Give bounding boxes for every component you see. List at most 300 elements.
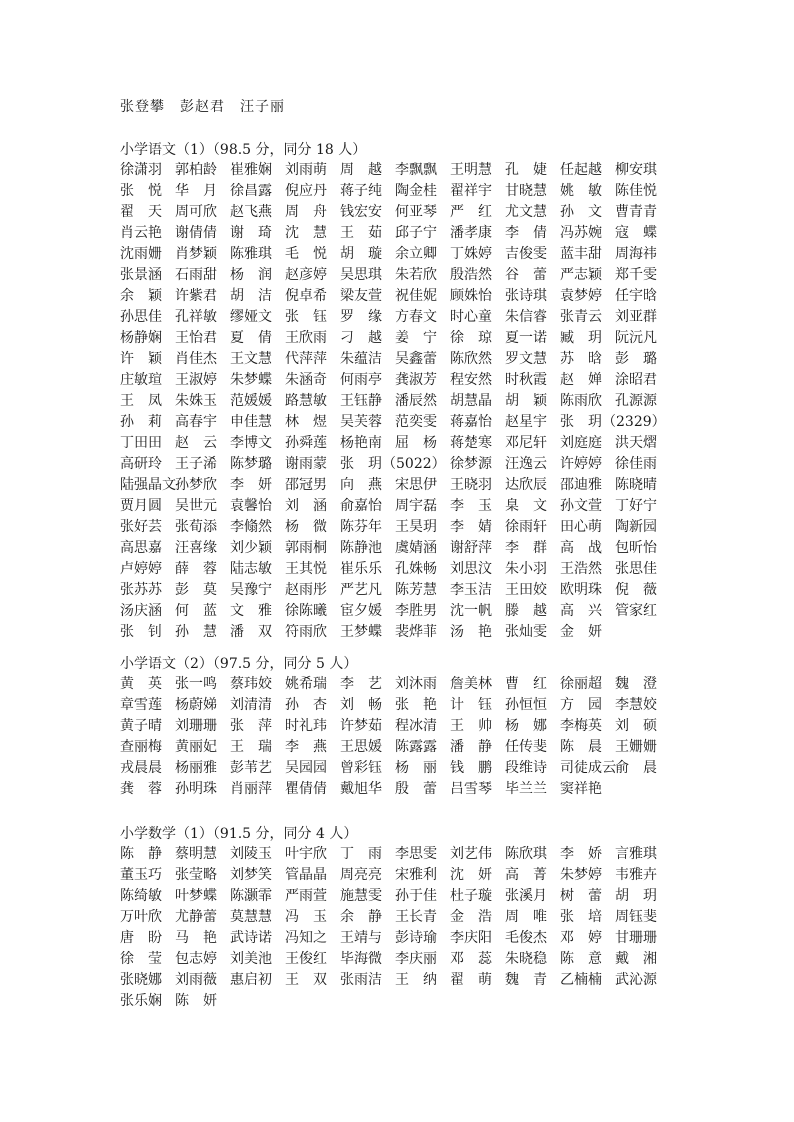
name-cell: 裴烨菲 <box>395 624 437 640</box>
name-cell: 郭雨桐 <box>285 540 327 556</box>
name-row <box>120 223 680 244</box>
name-cell: 方 园 <box>560 697 602 713</box>
name-cell: 宋思伊 <box>395 477 437 493</box>
name-cell: 周可欣 <box>175 204 217 220</box>
name-cell: 徐 莹 <box>120 951 162 967</box>
name-cell: 朱姝玉 <box>175 393 217 409</box>
name-cell: 任宇晗 <box>615 288 657 304</box>
name-cell: 李 倩 <box>505 225 547 241</box>
name-row <box>120 695 680 716</box>
name-row <box>120 517 680 538</box>
name-cell: 戎晨晨 <box>120 760 162 776</box>
name-cell: 汤庆涵 <box>120 603 162 619</box>
name-cell: 严 红 <box>450 204 492 220</box>
name-cell: 姚希瑞 <box>285 676 327 692</box>
name-cell: 刘雨薇 <box>175 972 217 988</box>
name-cell: 郭柏龄 <box>175 162 217 178</box>
name-cell: 潘辰然 <box>395 393 437 409</box>
name-cell: 陆强晶文 <box>120 477 176 493</box>
name-cell: 刘艺伟 <box>450 846 492 862</box>
name-cell: 田心萌 <box>560 519 602 535</box>
name-cell: 陈晓晴 <box>615 477 657 493</box>
name-cell: 周 唯 <box>505 909 547 925</box>
name-cell: 陈 静 <box>120 846 162 862</box>
name-cell: 路慧敏 <box>285 393 327 409</box>
name-cell: 李庆丽 <box>395 951 437 967</box>
name-cell: 丁田田 <box>120 435 162 451</box>
name-cell: 张 玥（2329） <box>560 414 666 430</box>
name-cell: 张苏苏 <box>120 582 162 598</box>
name-cell: 倪 薇 <box>615 582 657 598</box>
name-cell: 邓尼轩 <box>505 435 547 451</box>
name-cell: 肖丽萍 <box>230 781 272 797</box>
name-cell: 朱若欣 <box>395 267 437 283</box>
name-cell: 瞿倩倩 <box>285 781 327 797</box>
name-cell: 刘 涵 <box>285 498 327 514</box>
name-row <box>120 970 680 991</box>
name-cell: 张 萍 <box>230 718 272 734</box>
name-cell: 冯苏婉 <box>560 225 602 241</box>
name-cell: 屈 杨 <box>395 435 437 451</box>
name-cell: 叶梦蝶 <box>175 888 217 904</box>
name-row <box>120 601 680 622</box>
name-cell: 吉俊雯 <box>505 246 547 262</box>
name-cell: 施慧雯 <box>340 888 382 904</box>
name-cell: 翟 萌 <box>450 972 492 988</box>
name-cell: 罗 缘 <box>340 309 382 325</box>
name-cell: 董玉巧 <box>120 867 162 883</box>
name-cell: 孙 杏 <box>285 697 327 713</box>
name-cell: 王怡君 <box>175 330 217 346</box>
name-cell: 谢倩倩 <box>175 225 217 241</box>
name-cell: 刘美池 <box>230 951 272 967</box>
name-cell: 刘陵玉 <box>230 846 272 862</box>
name-cell: 姚 敏 <box>560 183 602 199</box>
name-row <box>120 160 680 181</box>
name-cell: 王 茹 <box>340 225 382 241</box>
name-cell: 朱涵奇 <box>285 372 327 388</box>
name-cell: 李梅英 <box>560 718 602 734</box>
name-cell: 杨丽雅 <box>175 760 217 776</box>
name-cell: 张好芸 <box>120 519 162 535</box>
name-cell: 吴鑫蕾 <box>395 351 437 367</box>
name-cell: 戴 湘 <box>615 951 657 967</box>
name-cell: 杨 娜 <box>505 718 547 734</box>
name-cell: 李思雯 <box>395 846 437 862</box>
name-row <box>120 307 680 328</box>
name-cell: 王明慧 <box>450 162 492 178</box>
name-cell: 孙舜莲 <box>285 435 327 451</box>
name-cell: 张景涵 <box>120 267 162 283</box>
name-cell: 杨蔚娣 <box>175 697 217 713</box>
name-cell: 陈绮敏 <box>120 888 162 904</box>
section-title: 小学语文（2）（97.5 分，同分 5 人） <box>120 656 358 672</box>
name-cell: 潘 静 <box>450 739 492 755</box>
name-cell: 祝佳妮 <box>395 288 437 304</box>
name-cell: 汪喜缘 <box>175 540 217 556</box>
name-cell: 王淑婷 <box>175 372 217 388</box>
name-cell: 周宇磊 <box>395 498 437 514</box>
name-cell: 肖云艳 <box>120 225 162 241</box>
name-cell: 周 越 <box>340 162 382 178</box>
name-cell: 崔雅娴 <box>230 162 272 178</box>
name-row <box>120 758 680 779</box>
name-cell: 沈雨姗 <box>120 246 162 262</box>
name-cell: 蔡明慧 <box>175 846 217 862</box>
name-row <box>120 991 680 1012</box>
name-cell: 肖梦颖 <box>175 246 217 262</box>
name-cell: 王欣雨 <box>285 330 327 346</box>
name-cell: 陈梦璐 <box>230 456 272 472</box>
name-row <box>120 716 680 737</box>
name-cell: 许婷婷 <box>560 456 602 472</box>
name-cell: 缪娅文 <box>230 309 272 325</box>
intro-names: 张登攀 彭赵君 汪子丽 <box>120 99 285 115</box>
name-cell: 任起越 <box>560 162 602 178</box>
name-row <box>120 622 680 643</box>
name-cell: 谢 琦 <box>230 225 272 241</box>
name-row <box>120 475 680 496</box>
name-cell: 徐雨轩 <box>505 519 547 535</box>
name-list <box>120 160 680 643</box>
name-cell: 姜 宁 <box>395 330 437 346</box>
name-cell: 胡 璇 <box>340 246 382 262</box>
name-cell: 李 燕 <box>285 739 327 755</box>
name-cell: 文 雅 <box>230 603 272 619</box>
name-cell: 张一鸣 <box>175 676 217 692</box>
name-cell: 柳安琪 <box>615 162 657 178</box>
name-cell: 陈欣琪 <box>505 846 547 862</box>
name-cell: 李翛然 <box>230 519 272 535</box>
name-cell: 余立卿 <box>395 246 437 262</box>
name-cell: 邓 婷 <box>560 930 602 946</box>
name-cell: 曹青青 <box>615 204 657 220</box>
name-cell: 肖佳杰 <box>175 351 217 367</box>
name-cell: 徐佳雨 <box>615 456 657 472</box>
name-cell: 陶新园 <box>615 519 657 535</box>
name-cell: 范奕雯 <box>395 414 437 430</box>
name-row <box>120 244 680 265</box>
name-cell: 陈芬年 <box>340 519 382 535</box>
name-cell: 李 艺 <box>340 676 382 692</box>
name-cell: 庄敏瑄 <box>120 372 162 388</box>
name-cell: 吴豫宁 <box>230 582 272 598</box>
name-cell: 邵迪雅 <box>560 477 602 493</box>
name-cell: 李 妍 <box>230 477 272 493</box>
name-cell: 郑千雯 <box>615 267 657 283</box>
name-cell: 王其悦 <box>285 561 327 577</box>
name-cell: 陈 晨 <box>560 739 602 755</box>
name-cell: 吴芙蓉 <box>340 414 382 430</box>
name-cell: 刘雨萌 <box>285 162 327 178</box>
name-cell: 李慧姣 <box>615 697 657 713</box>
name-cell: 毕兰兰 <box>505 781 547 797</box>
name-cell: 彭苇艺 <box>230 760 272 776</box>
name-cell: 吴思琪 <box>340 267 382 283</box>
name-cell: 李 玉 <box>450 498 492 514</box>
name-cell: 冯 玉 <box>285 909 327 925</box>
name-cell: 谢舒萍 <box>450 540 492 556</box>
name-cell: 申佳慧 <box>230 414 272 430</box>
name-cell: 万叶欣 <box>120 909 162 925</box>
name-cell: 张 钊 <box>120 624 162 640</box>
name-cell: 张 培 <box>560 909 602 925</box>
name-cell: 孙恒恒 <box>505 697 547 713</box>
name-cell: 孙梦欣 <box>175 477 217 493</box>
name-cell: 阮沅凡 <box>615 330 657 346</box>
name-cell: 王文慧 <box>230 351 272 367</box>
name-cell: 张晓娜 <box>120 972 162 988</box>
name-cell: 丁好宁 <box>615 498 657 514</box>
name-cell: 刘亚群 <box>615 309 657 325</box>
name-cell: 彭 莫 <box>175 582 217 598</box>
name-cell: 孔源源 <box>615 393 657 409</box>
name-cell: 陈芳慧 <box>395 582 437 598</box>
name-cell: 高研玲 <box>120 456 162 472</box>
name-cell: 李庆阳 <box>450 930 492 946</box>
name-cell: 沈 妍 <box>450 867 492 883</box>
name-cell: 刘沐雨 <box>395 676 437 692</box>
name-cell: 薛 蓉 <box>175 561 217 577</box>
name-cell: 毛 悦 <box>285 246 327 262</box>
name-cell: 朱小羽 <box>505 561 547 577</box>
name-cell: 李胜男 <box>395 603 437 619</box>
name-cell: 俞嘉怡 <box>340 498 382 514</box>
name-row <box>120 265 680 286</box>
name-cell: 朱梦蝶 <box>230 372 272 388</box>
name-cell: 毛俊杰 <box>505 930 547 946</box>
name-cell: 何雨亭 <box>340 372 382 388</box>
name-row <box>120 349 680 370</box>
name-cell: 王晓羽 <box>450 477 492 493</box>
name-cell: 余 静 <box>340 909 382 925</box>
name-cell: 贾月圆 <box>120 498 162 514</box>
name-cell: 计 钰 <box>450 697 492 713</box>
name-row <box>120 907 680 928</box>
name-cell: 王昊玥 <box>395 519 437 535</box>
name-cell: 石雨甜 <box>175 267 217 283</box>
name-cell: 尤文慧 <box>505 204 547 220</box>
name-cell: 张溪月 <box>505 888 547 904</box>
name-cell: 臧 玥 <box>560 330 602 346</box>
name-cell: 时心童 <box>450 309 492 325</box>
name-cell: 金 浩 <box>450 909 492 925</box>
name-cell: 刘少颖 <box>230 540 272 556</box>
name-list <box>120 844 680 1012</box>
name-cell: 邵冠男 <box>285 477 327 493</box>
name-cell: 马 艳 <box>175 930 217 946</box>
name-cell: 杨 丽 <box>395 760 437 776</box>
name-cell: 孙 文 <box>560 204 602 220</box>
name-cell: 陈欣然 <box>450 351 492 367</box>
name-cell: 朱晓稳 <box>505 951 547 967</box>
name-cell: 王 凤 <box>120 393 162 409</box>
name-cell: 张乐娴 <box>120 993 162 1009</box>
name-cell: 武诗诺 <box>230 930 272 946</box>
name-cell: 梁友萱 <box>340 288 382 304</box>
name-cell: 刘 畅 <box>340 697 382 713</box>
name-cell: 孙明珠 <box>175 781 217 797</box>
name-row <box>120 181 680 202</box>
name-cell: 严志颖 <box>560 267 602 283</box>
name-cell: 曾彩钰 <box>340 760 382 776</box>
name-cell: 蒋楚寒 <box>450 435 492 451</box>
name-cell: 司徒成云 <box>560 760 616 776</box>
name-row <box>120 202 680 223</box>
name-cell: 王子浠 <box>175 456 217 472</box>
name-cell: 吕雪琴 <box>450 781 492 797</box>
name-cell: 严雨萱 <box>285 888 327 904</box>
name-cell: 蒋嘉怡 <box>450 414 492 430</box>
name-cell: 王思媛 <box>340 739 382 755</box>
name-cell: 李 婧 <box>450 519 492 535</box>
name-cell: 徐陈曦 <box>285 603 327 619</box>
name-cell: 刘 硕 <box>615 718 657 734</box>
name-cell: 余 颖 <box>120 288 162 304</box>
name-cell: 王长青 <box>395 909 437 925</box>
name-cell: 王俊红 <box>285 951 327 967</box>
name-cell: 黄子晴 <box>120 718 162 734</box>
name-cell: 冯知之 <box>285 930 327 946</box>
section-math-1 <box>120 824 680 1012</box>
name-cell: 洪天熠 <box>615 435 657 451</box>
name-cell: 孔祥敏 <box>175 309 217 325</box>
name-cell: 时秋霞 <box>505 372 547 388</box>
name-cell: 沈 慧 <box>285 225 327 241</box>
name-cell: 陶金桂 <box>395 183 437 199</box>
name-cell: 蒋子纯 <box>340 183 382 199</box>
name-cell: 王梦蝶 <box>340 624 382 640</box>
name-cell: 徐梦源 <box>450 456 492 472</box>
name-cell: 张 悦 <box>120 183 162 199</box>
name-cell: 许 颖 <box>120 351 162 367</box>
name-cell: 陈雅琪 <box>230 246 272 262</box>
name-cell: 严艺凡 <box>340 582 382 598</box>
name-cell: 杨艳南 <box>340 435 382 451</box>
name-cell: 叶宇欣 <box>285 846 327 862</box>
name-cell: 胡 洁 <box>230 288 272 304</box>
name-cell: 周 舟 <box>285 204 327 220</box>
name-cell: 翟祥宇 <box>450 183 492 199</box>
name-cell: 黄丽妃 <box>175 739 217 755</box>
name-cell: 詹美林 <box>450 676 492 692</box>
name-cell: 方春文 <box>395 309 437 325</box>
name-cell: 王靖与 <box>340 930 382 946</box>
name-cell: 徐丽超 <box>560 676 602 692</box>
name-cell: 杨 微 <box>285 519 327 535</box>
name-cell: 宦夕媛 <box>340 603 382 619</box>
name-cell: 王 双 <box>285 972 327 988</box>
name-cell: 王 帅 <box>450 718 492 734</box>
name-cell: 曹 红 <box>505 676 547 692</box>
name-cell: 韦雅卉 <box>615 867 657 883</box>
name-cell: 殷浩然 <box>450 267 492 283</box>
name-cell: 武沁源 <box>615 972 657 988</box>
name-cell: 臬 文 <box>505 498 547 514</box>
name-cell: 赵彦婷 <box>285 267 327 283</box>
name-cell: 翟 天 <box>120 204 162 220</box>
name-cell: 苏 晗 <box>560 351 602 367</box>
name-cell: 管家红 <box>615 603 657 619</box>
name-row <box>120 674 680 695</box>
name-row <box>120 370 680 391</box>
name-cell: 刁 越 <box>340 330 382 346</box>
name-cell: 徐潇羽 <box>120 162 162 178</box>
name-cell: 段维诗 <box>505 760 547 776</box>
name-cell: 树 蕾 <box>560 888 602 904</box>
name-cell: 李玉洁 <box>450 582 492 598</box>
name-cell: 高 菁 <box>505 867 547 883</box>
name-cell: 刘珊珊 <box>175 718 217 734</box>
name-cell: 时礼玮 <box>285 718 327 734</box>
name-cell: 陈 意 <box>560 951 602 967</box>
name-cell: 朱梦婷 <box>560 867 602 883</box>
name-cell: 赵 婵 <box>560 372 602 388</box>
name-cell: 王 瑞 <box>230 739 272 755</box>
name-cell: 刘清清 <box>230 697 272 713</box>
section-chinese-1 <box>120 140 680 643</box>
name-cell: 赵雨彤 <box>285 582 327 598</box>
name-cell: 袁馨怡 <box>230 498 272 514</box>
name-cell: 顾姝怡 <box>450 288 492 304</box>
name-cell: 涂昭君 <box>615 372 657 388</box>
name-cell: 徐昌露 <box>230 183 272 199</box>
name-cell: 张诗琪 <box>505 288 547 304</box>
name-cell: 王田姣 <box>505 582 547 598</box>
name-cell: 魏 青 <box>505 972 547 988</box>
name-cell: 潘 双 <box>230 624 272 640</box>
name-cell: 代萍萍 <box>285 351 327 367</box>
name-cell: 刘思汶 <box>450 561 492 577</box>
name-cell: 甘珊珊 <box>615 930 657 946</box>
name-cell: 金 妍 <box>560 624 602 640</box>
name-cell: 罗文慧 <box>505 351 547 367</box>
name-cell: 高 战 <box>560 540 602 556</box>
name-row <box>120 928 680 949</box>
name-cell: 汤 艳 <box>450 624 492 640</box>
name-cell: 夏 倩 <box>230 330 272 346</box>
name-cell: 窦祥艳 <box>560 781 602 797</box>
name-cell: 赵 云 <box>175 435 217 451</box>
name-cell: 丁 雨 <box>340 846 382 862</box>
name-cell: 沈一帆 <box>450 603 492 619</box>
name-cell: 吴世元 <box>175 498 217 514</box>
name-cell: 宋雅利 <box>395 867 437 883</box>
name-row <box>120 538 680 559</box>
name-cell: 陈灏霏 <box>230 888 272 904</box>
name-cell: 钱 鹏 <box>450 760 492 776</box>
name-cell: 周亮亮 <box>340 867 382 883</box>
name-cell: 杜子璇 <box>450 888 492 904</box>
name-cell: 包昕怡 <box>615 540 657 556</box>
name-cell: 赵飞燕 <box>230 204 272 220</box>
name-cell: 莫慧慧 <box>230 909 272 925</box>
name-cell: 彭诗瑜 <box>395 930 437 946</box>
name-cell: 张 艳 <box>395 697 437 713</box>
name-cell: 胡 玥 <box>615 888 657 904</box>
name-cell: 杨静娴 <box>120 330 162 346</box>
name-cell: 范媛媛 <box>230 393 272 409</box>
name-row <box>120 286 680 307</box>
name-cell: 朱信睿 <box>505 309 547 325</box>
name-cell: 陈露露 <box>395 739 437 755</box>
name-cell: 张莹略 <box>175 867 217 883</box>
name-cell: 王钰静 <box>340 393 382 409</box>
section-title: 小学数学（1）（91.5 分，同分 4 人） <box>120 826 358 842</box>
name-cell: 李 娇 <box>560 846 602 862</box>
name-cell: 谷 蕾 <box>505 267 547 283</box>
name-cell: 任传斐 <box>505 739 547 755</box>
